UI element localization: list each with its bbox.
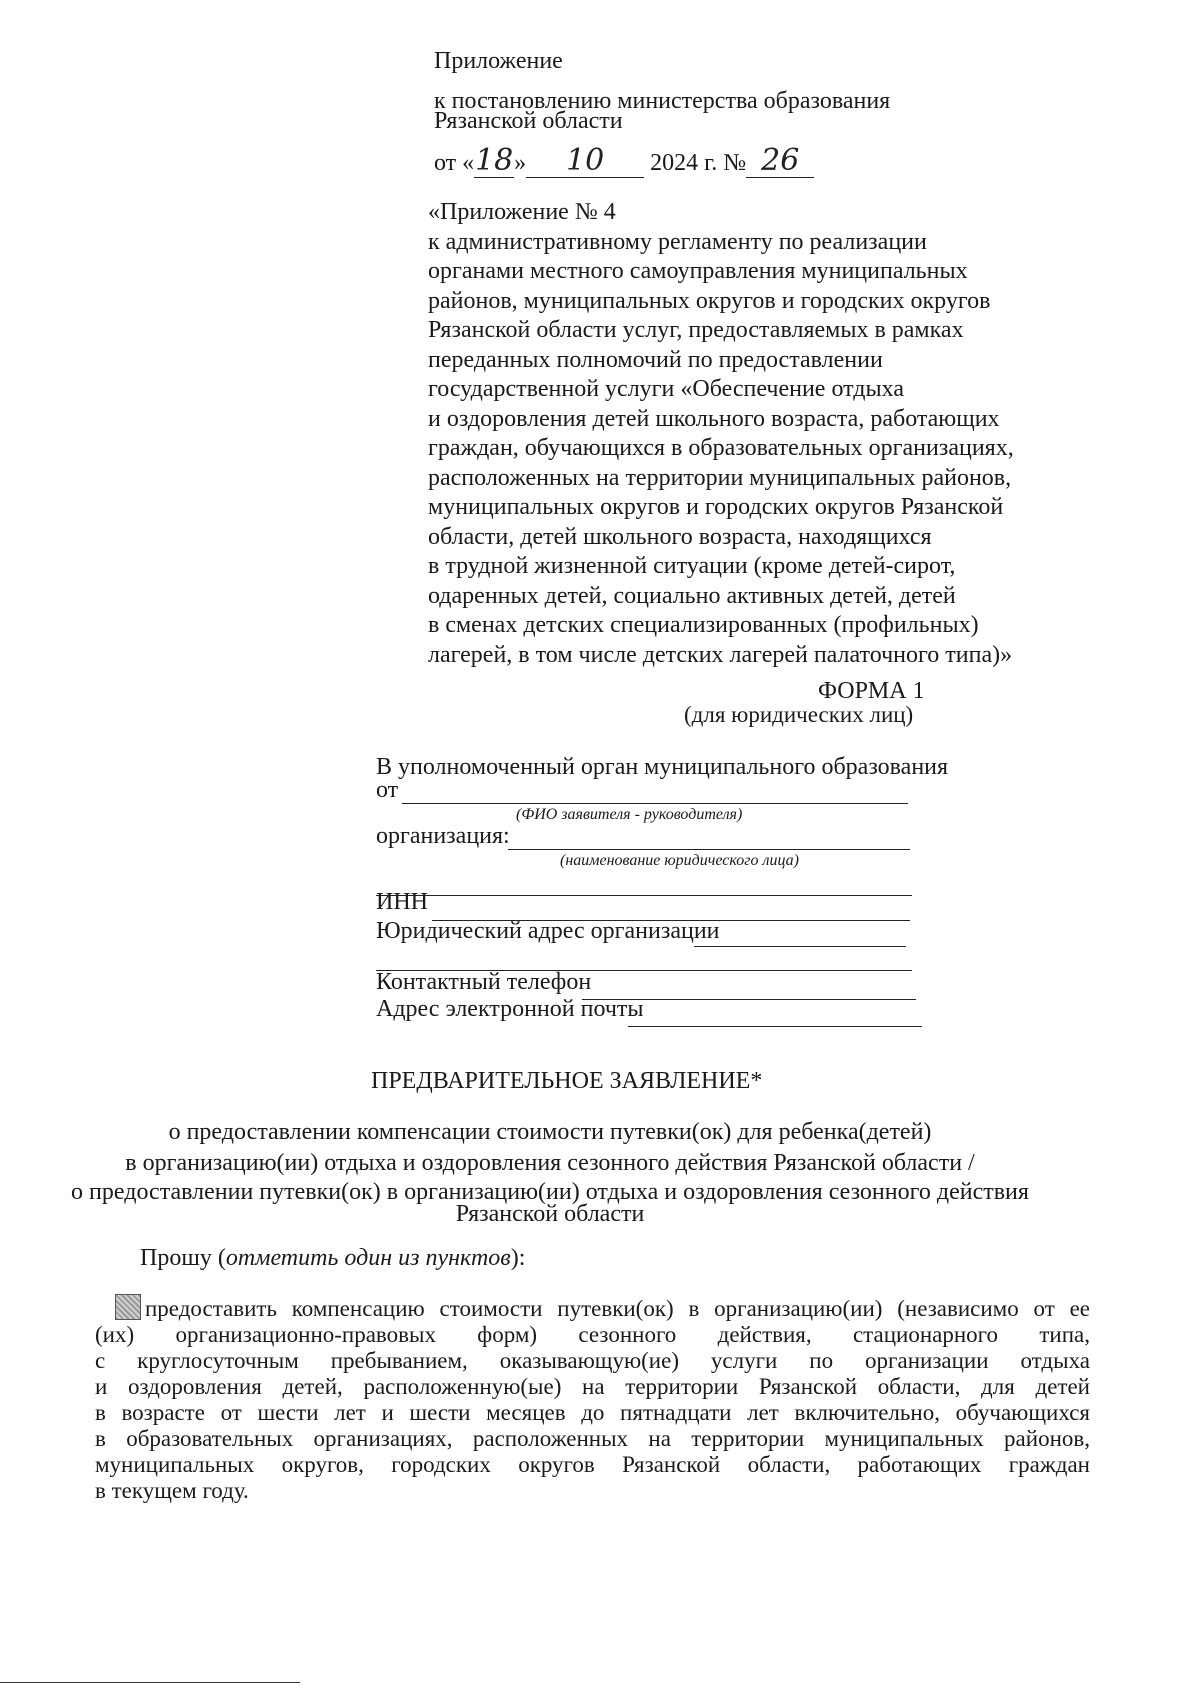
request-italic: отметить один из пунктов [225,1245,511,1271]
header-date-line [434,143,814,178]
date-day: 18 [475,143,514,178]
form-title: ФОРМА 1 [818,678,925,704]
statement-title: ПРЕДВАРИТЕЛЬНОЕ ЗАЯВЛЕНИЕ* [371,1068,763,1094]
appendix-block [428,198,1014,670]
appendix-line: лагерей, в том числе детских лагерей палаточного типа)» [428,641,1013,668]
statement-subtitle-line: о предоставлении путевки(ок) в организацию(ии) отдыха и оздоровления сезонного действия [71,1179,1029,1205]
option-1-line: в текущем году. [95,1478,249,1503]
date-number: 26 [746,147,814,178]
header-line-3: Рязанской области [434,108,623,134]
phone-label: Контактный телефон [376,969,592,995]
footnote-separator [0,1682,300,1683]
appendix-line: расположенных на территории муниципальных районов, [428,464,1012,491]
address-label: Юридический адрес организации [376,918,720,944]
option-1-paragraph [95,1294,1090,1504]
appendix-line: органами местного самоуправления муниципальных [428,258,968,284]
from-field[interactable] [402,803,908,804]
email-label: Адрес электронной почты [376,996,644,1022]
from-label: от [376,777,399,803]
option-1-line: в образовательных организациях, расположенных на территории муниципальных районов, [95,1426,1090,1451]
date-year: 2024 г. № [650,150,747,176]
option-1-first-line [95,1294,1090,1322]
date-month: 10 [526,147,644,178]
appendix-line: одаренных детей, социально активных детей, детей [428,582,956,609]
option-1-line: муниципальных округов, городских округов Рязанской области, работающих граждан [95,1452,1090,1477]
appendix-line: к административному регламенту по реализации [428,228,927,255]
appendix-line: переданных полномочий по предоставлении [428,346,883,373]
appendix-line: государственной услуги «Обеспечение отдыха [428,376,904,402]
header-line-1: Приложение [434,48,563,74]
option-1-line: в возрасте от шести лет и шести месяцев до пятнадцати лет включительно, обучающихся [95,1400,1090,1425]
from-hint: (ФИО заявителя - руководителя) [516,806,743,823]
org-field-continuation[interactable] [376,895,912,896]
statement-subtitle-line: Рязанской области [455,1201,645,1227]
option-1-line: с круглосуточным пребыванием, оказывающую(ие) услуги по организации отдыха [95,1348,1090,1373]
statement-subtitle-line: о предоставлении компенсации стоимости путевки(ок) для ребенка(детей) [168,1119,932,1145]
email-field[interactable] [628,1026,922,1027]
org-field[interactable] [508,849,910,850]
addressee-line: В уполномоченный орган муниципального образования [376,754,949,780]
appendix-line: районов, муниципальных округов и городских округов [428,287,991,314]
appendix-line: муниципальных округов и городских округов Рязанской [428,494,1004,520]
org-label: организация: [376,823,510,849]
appendix-line: Рязанской области услуг, предоставляемых в рамках [428,317,964,343]
appendix-line: в трудной жизненной ситуации (кроме детей-сирот, [428,553,956,579]
request-suffix: ): [510,1245,526,1271]
appendix-line: граждан, обучающихся в образовательных организациях, [428,435,1014,461]
header-line-2: к постановлению министерства образования [434,88,891,114]
statement-subtitle-line: в организацию(ии) отдыха и оздоровления сезонного действия Рязанской области / [125,1150,975,1176]
org-hint: (наименование юридического лица) [560,852,800,869]
option-1-checkbox[interactable] [115,1294,141,1320]
appendix-line: в сменах детских специализированных (профильных) [428,612,979,638]
appendix-line: области, детей школьного возраста, находящихся [428,523,932,550]
form-subtitle: (для юридических лиц) [684,702,914,727]
appendix-line: и оздоровления детей школьного возраста, работающих [428,405,1000,432]
request-prefix: Прошу ( [140,1245,226,1271]
inn-label: ИНН [376,889,428,915]
appendix-line: «Приложение № 4 [428,199,616,225]
address-field[interactable] [694,946,906,947]
option-1-line: и оздоровления детей, расположенную(ые) на территории Рязанской области, для детей [95,1374,1090,1399]
request-line [140,1243,525,1273]
date-prefix: от « [434,150,475,176]
date-mid: » [514,150,527,176]
option-1-line: предоставить компенсацию стоимости путевки(ок) в организацию(ии) (независимо от ее [145,1296,1090,1321]
option-1-line: (их) организационно-правовых форм) сезонного действия, стационарного типа, [95,1322,1090,1347]
